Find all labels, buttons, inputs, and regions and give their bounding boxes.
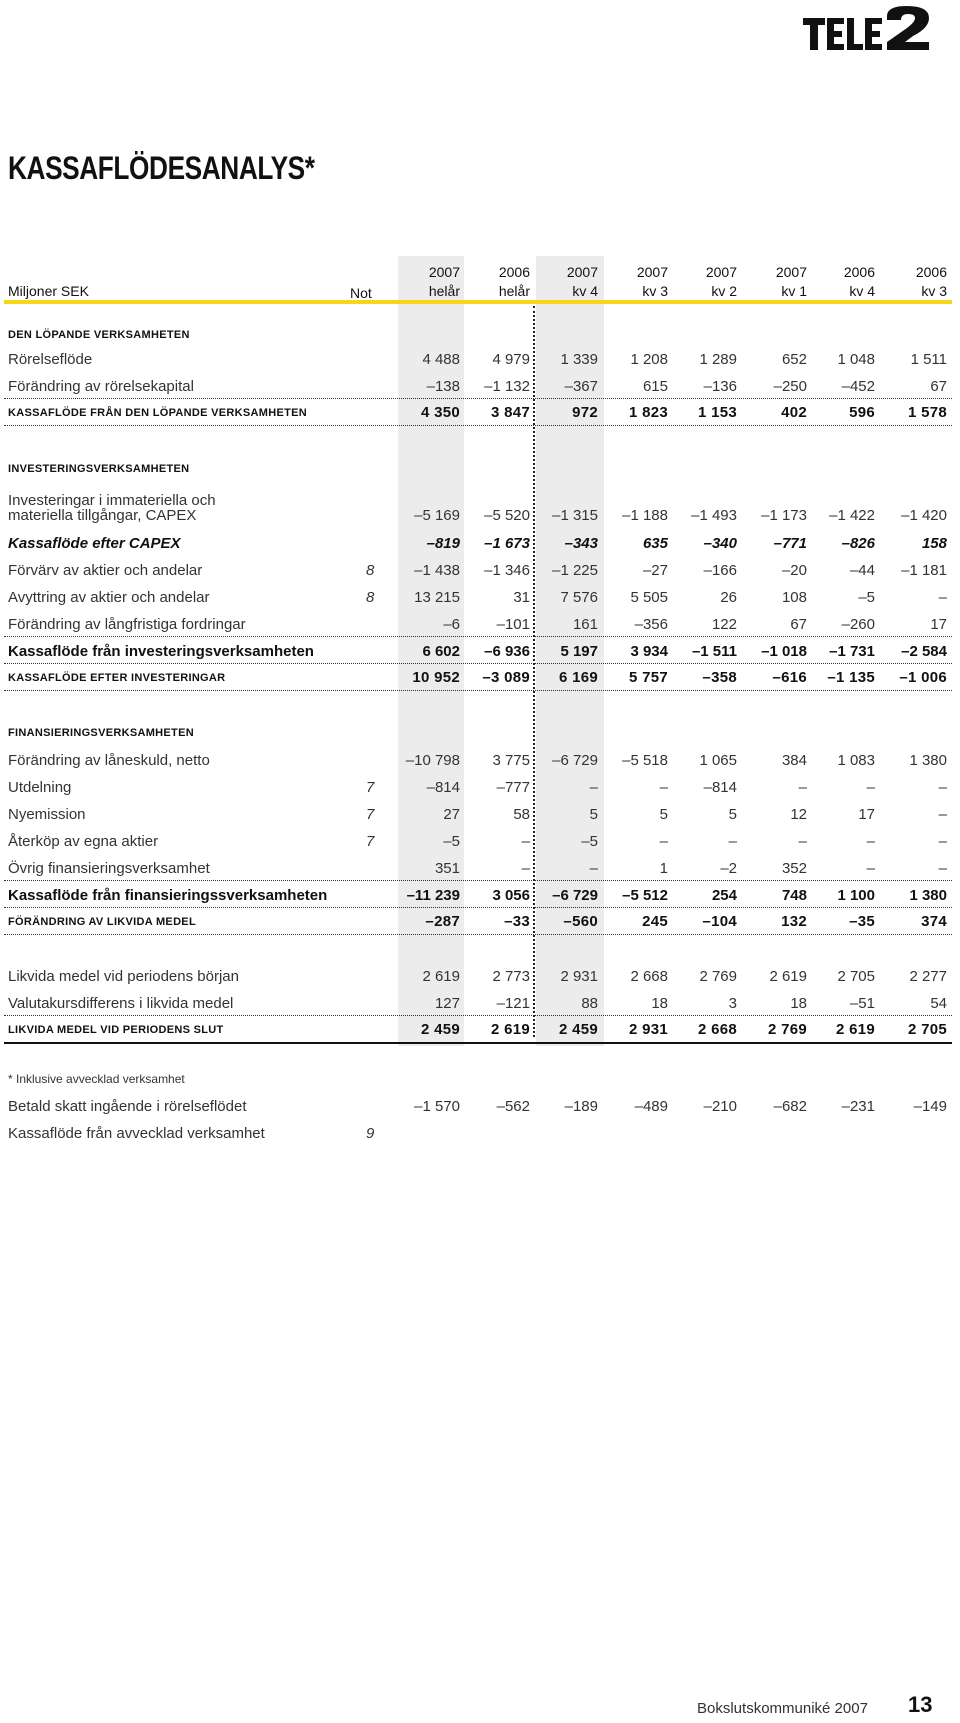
row-note: 8 [366, 562, 375, 579]
cell-value: –260 [841, 616, 875, 633]
table-row [0, 1098, 960, 1120]
cell-value: –826 [841, 535, 875, 552]
table-row [0, 752, 960, 774]
cell-value: 245 [642, 913, 668, 930]
footer-text: Bokslutskommuniké 2007 [697, 1700, 868, 1717]
row-label: Övrig finansieringsverksamhet [8, 860, 210, 877]
cell-value: –814 [426, 779, 460, 796]
row-underline [4, 425, 952, 426]
row-underline [4, 690, 952, 691]
cell-value: 596 [849, 404, 875, 421]
cell-value: 5 197 [560, 643, 598, 660]
cell-value: 2 459 [420, 1021, 460, 1038]
cell-value: 1 153 [697, 404, 737, 421]
cell-value: –1 438 [414, 562, 460, 579]
table-row [0, 1125, 960, 1147]
row-label: Återköp av egna aktier [8, 833, 159, 850]
cell-value: 3 056 [492, 887, 530, 904]
cell-value: –5 520 [484, 507, 530, 524]
column-header [677, 263, 737, 301]
row-label: KASSAFLÖDE FRÅN DEN LÖPANDE VERKSAMHETEN [8, 407, 308, 419]
cell-value: –5 [581, 833, 598, 850]
cell-value: 17 [930, 616, 947, 633]
cell-value: 2 931 [628, 1021, 668, 1038]
row-underline [4, 907, 952, 908]
cell-value: 635 [642, 535, 668, 552]
cell-value: –1 188 [622, 507, 668, 524]
cell-value: – [521, 833, 530, 850]
table-row [0, 351, 960, 373]
cell-value: –231 [841, 1098, 875, 1115]
row-label: Kassaflöde från finansieringssverksamheten [8, 887, 328, 904]
cell-value: –1 420 [901, 507, 947, 524]
cell-value: 10 952 [412, 669, 460, 686]
row-label: Investeringar i immateriella och [8, 492, 216, 509]
cell-value: 31 [513, 589, 530, 606]
cell-value: –1 346 [484, 562, 530, 579]
cell-value: 3 775 [492, 752, 530, 769]
column-year: 2007 [636, 264, 668, 280]
cell-value: –51 [849, 995, 875, 1012]
cell-value: 615 [642, 378, 668, 395]
row-label: * Inklusive avvecklad verksamhet [8, 1072, 185, 1086]
cell-value: – [728, 833, 737, 850]
cell-value: 132 [781, 913, 807, 930]
cell-value: –6 729 [552, 752, 598, 769]
table-row [0, 833, 960, 855]
cell-value: 2 705 [907, 1021, 947, 1038]
cell-value: 161 [572, 616, 598, 633]
cell-value: –166 [703, 562, 737, 579]
cell-value: –250 [773, 378, 807, 395]
cell-value: 4 488 [422, 351, 460, 368]
cell-value: –6 936 [484, 643, 530, 660]
cell-value: –5 [443, 833, 460, 850]
cell-value: –138 [426, 378, 460, 395]
cell-value: 6 602 [422, 643, 460, 660]
column-header [747, 263, 807, 301]
cell-value: 18 [790, 995, 807, 1012]
cell-value: –5 518 [622, 752, 668, 769]
cell-value: 3 847 [490, 404, 530, 421]
cell-value: 2 668 [697, 1021, 737, 1038]
row-note: 7 [366, 779, 375, 796]
table-row [0, 562, 960, 584]
row-underline [4, 880, 952, 881]
cell-value: –340 [703, 535, 737, 552]
cell-value: 2 619 [422, 968, 460, 985]
column-year: 2007 [705, 264, 737, 280]
page-title: KASSAFLÖDESANALYS* [8, 150, 315, 186]
row-note: 8 [366, 589, 375, 606]
cell-value: –452 [841, 378, 875, 395]
cell-value: – [938, 833, 947, 850]
table-row [0, 643, 960, 665]
cell-value: –11 239 [406, 887, 460, 904]
cell-value: –6 [443, 616, 460, 633]
row-note: 9 [366, 1125, 375, 1142]
cell-value: –20 [781, 562, 807, 579]
cell-value: 1 100 [837, 887, 875, 904]
cell-value: –27 [642, 562, 668, 579]
row-underline [4, 663, 952, 664]
cell-value: –1 315 [552, 507, 598, 524]
column-year: 2007 [566, 264, 598, 280]
row-label: Kassaflöde efter CAPEX [8, 535, 181, 552]
cell-value: – [589, 779, 598, 796]
cell-value: 1 208 [630, 351, 668, 368]
column-header [815, 263, 875, 301]
cell-value: 384 [781, 752, 807, 769]
cell-value: 58 [513, 806, 530, 823]
column-year: 2006 [498, 264, 530, 280]
cell-value: – [866, 833, 875, 850]
page-number: 13 [908, 1692, 933, 1717]
row-label: Förändring av rörelsekapital [8, 378, 194, 395]
cell-value: 1 048 [837, 351, 875, 368]
table-row [0, 968, 960, 990]
cell-value: 5 [659, 806, 668, 823]
tele2-logo [803, 4, 933, 52]
column-header [608, 263, 668, 301]
cell-value: –35 [849, 913, 875, 930]
cell-value: –1 570 [414, 1098, 460, 1115]
row-label: Rörelseflöde [8, 351, 93, 368]
table-row [0, 507, 960, 529]
cell-value: 2 459 [558, 1021, 598, 1038]
row-note: 7 [366, 806, 375, 823]
row-note: 7 [366, 833, 375, 850]
cell-value: 67 [930, 378, 947, 395]
cell-value: – [938, 860, 947, 877]
cell-value: –101 [496, 616, 530, 633]
cell-value: 2 705 [837, 968, 875, 985]
cell-value: – [521, 860, 530, 877]
table-row [0, 1072, 960, 1094]
cell-value: –367 [564, 378, 598, 395]
cell-value: 2 668 [630, 968, 668, 985]
cell-value: –3 089 [482, 669, 530, 686]
column-period: kv 2 [711, 283, 737, 299]
row-label: Utdelning [8, 779, 72, 796]
column-year: 2006 [843, 264, 875, 280]
cell-value: 17 [858, 806, 875, 823]
cell-value: 67 [790, 616, 807, 633]
cell-value: –1 493 [691, 507, 737, 524]
cell-value: –1 173 [761, 507, 807, 524]
table-row [0, 329, 960, 351]
table-row [0, 463, 960, 485]
cell-value: – [659, 833, 668, 850]
cell-value: 3 [728, 995, 737, 1012]
row-underline [4, 636, 952, 637]
cell-value: 54 [930, 995, 947, 1012]
cell-value: 1 823 [628, 404, 668, 421]
column-year: 2006 [915, 264, 947, 280]
column-year: 2007 [775, 264, 807, 280]
table-row [0, 779, 960, 801]
row-label: KASSAFLÖDE EFTER INVESTERINGAR [8, 672, 226, 684]
table-row [0, 995, 960, 1017]
cell-value: 1 289 [699, 351, 737, 368]
cell-value: –5 169 [414, 507, 460, 524]
row-label: Nyemission [8, 806, 86, 823]
cell-value: 1 511 [910, 351, 947, 368]
column-period: kv 3 [921, 283, 947, 299]
table-row [0, 616, 960, 638]
column-period: kv 1 [781, 283, 807, 299]
cell-value: 26 [720, 589, 737, 606]
cell-value: 2 931 [560, 968, 598, 985]
header-note: Not [350, 285, 372, 301]
cell-value: –1 181 [901, 562, 947, 579]
cell-value: –1 422 [829, 507, 875, 524]
row-label: Likvida medel vid periodens början [8, 968, 239, 985]
cell-value: –10 798 [405, 752, 460, 769]
column-period: helår [428, 283, 460, 299]
cell-value: – [866, 779, 875, 796]
cell-value: –777 [496, 779, 530, 796]
cell-value: 2 619 [835, 1021, 875, 1038]
row-label: Valutakursdifferens i likvida medel [8, 995, 234, 1012]
cell-value: 27 [443, 806, 460, 823]
cell-value: 2 277 [909, 968, 947, 985]
cell-value: –489 [634, 1098, 668, 1115]
column-header [470, 263, 530, 301]
row-label: Betald skatt ingående i rörelseflödet [8, 1098, 247, 1115]
row-label: Förvärv av aktier och andelar [8, 562, 203, 579]
cell-value: 351 [434, 860, 460, 877]
cell-value: –5 512 [622, 887, 668, 904]
cell-value: 374 [921, 913, 947, 930]
cell-value: 4 350 [420, 404, 460, 421]
cell-value: 748 [781, 887, 807, 904]
row-underline [4, 1015, 952, 1016]
cell-value: –1 731 [829, 643, 875, 660]
table-row [0, 589, 960, 611]
table-row [0, 860, 960, 882]
cell-value: –358 [702, 669, 737, 686]
cell-value: – [938, 779, 947, 796]
cell-value: –1 135 [827, 669, 875, 686]
cell-value: – [938, 589, 947, 606]
column-header [887, 263, 947, 301]
column-header [400, 263, 460, 301]
cell-value: –210 [703, 1098, 737, 1115]
cell-value: –771 [773, 535, 807, 552]
cell-value: –1 018 [761, 643, 807, 660]
table-row [0, 535, 960, 557]
cell-value: 352 [781, 860, 807, 877]
cell-value: – [659, 779, 668, 796]
cell-value: 5 757 [628, 669, 668, 686]
header-label: Miljoner SEK [8, 283, 89, 299]
cell-value: –616 [772, 669, 807, 686]
row-label: LIKVIDA MEDEL VID PERIODENS SLUT [8, 1024, 224, 1036]
row-underline [4, 934, 952, 935]
row-label: Kassaflöde från investeringsverksamheten [8, 643, 314, 660]
cell-value: –2 [720, 860, 737, 877]
cell-value: 5 [728, 806, 737, 823]
cell-value: 127 [434, 995, 460, 1012]
cell-value: 1 380 [909, 752, 947, 769]
cell-value: –560 [563, 913, 598, 930]
column-header [538, 263, 598, 301]
cell-value: 12 [790, 806, 807, 823]
column-period: kv 4 [849, 283, 875, 299]
cell-value: –44 [849, 562, 875, 579]
cell-value: –149 [913, 1098, 947, 1115]
cell-value: 2 769 [699, 968, 737, 985]
column-period: kv 4 [572, 283, 598, 299]
cell-value: –33 [504, 913, 530, 930]
cell-value: 2 619 [769, 968, 807, 985]
row-underline [4, 398, 952, 399]
cell-value: –819 [426, 535, 460, 552]
cell-value: – [798, 779, 807, 796]
cell-value: 1 065 [699, 752, 737, 769]
cell-value: 2 769 [767, 1021, 807, 1038]
cell-value: 5 [589, 806, 598, 823]
cell-value: –1 132 [484, 378, 530, 395]
cell-value: –136 [703, 378, 737, 395]
cell-value: –121 [496, 995, 530, 1012]
cell-value: –1 673 [484, 535, 530, 552]
cell-value: 652 [781, 351, 807, 368]
cell-value: – [589, 860, 598, 877]
cell-value: 158 [921, 535, 947, 552]
table-row [0, 806, 960, 828]
row-label: INVESTERINGSVERKSAMHETEN [8, 463, 190, 475]
cell-value: 1 578 [907, 404, 947, 421]
cell-value: 4 979 [492, 351, 530, 368]
cell-value: 402 [781, 404, 807, 421]
cell-value: 108 [781, 589, 807, 606]
cell-value: 18 [651, 995, 668, 1012]
cell-value: 88 [581, 995, 598, 1012]
cell-value: –287 [425, 913, 460, 930]
cell-value: 254 [711, 887, 737, 904]
cell-value: –1 006 [899, 669, 947, 686]
row-label: materiella tillgångar, CAPEX [8, 507, 197, 524]
cell-value: 1 083 [837, 752, 875, 769]
table-row [0, 887, 960, 909]
cell-value: –6 729 [552, 887, 598, 904]
cell-value: 1 380 [909, 887, 947, 904]
cell-value: – [798, 833, 807, 850]
cell-value: 972 [572, 404, 598, 421]
table-row [0, 727, 960, 749]
cell-value: 7 576 [560, 589, 598, 606]
cell-value: –104 [702, 913, 737, 930]
cell-value: – [866, 860, 875, 877]
row-label: Kassaflöde från avvecklad verksamhet [8, 1125, 265, 1142]
cell-value: –189 [564, 1098, 598, 1115]
cell-value: 13 215 [414, 589, 460, 606]
cell-value: 2 773 [492, 968, 530, 985]
cell-value: – [938, 806, 947, 823]
row-label: Förändring av låneskuld, netto [8, 752, 210, 769]
cell-value: –5 [858, 589, 875, 606]
cell-value: –562 [496, 1098, 530, 1115]
cell-value: –814 [703, 779, 737, 796]
column-period: helår [498, 283, 530, 299]
row-label: Förändring av långfristiga fordringar [8, 616, 246, 633]
cell-value: 1 [659, 860, 668, 877]
cell-value: 6 169 [558, 669, 598, 686]
cell-value: –1 225 [552, 562, 598, 579]
cell-value: –356 [634, 616, 668, 633]
cell-value: 3 934 [630, 643, 668, 660]
cell-value: –343 [564, 535, 598, 552]
cell-value: –682 [773, 1098, 807, 1115]
row-underline [4, 1042, 952, 1044]
cell-value: 122 [711, 616, 737, 633]
column-period: kv 3 [642, 283, 668, 299]
row-label: FINANSIERINGSVERKSAMHETEN [8, 727, 194, 739]
table-row [0, 378, 960, 400]
row-label: DEN LÖPANDE VERKSAMHETEN [8, 329, 190, 341]
cell-value: 2 619 [490, 1021, 530, 1038]
row-label: Avyttring av aktier och andelar [8, 589, 210, 606]
cell-value: 1 339 [560, 351, 598, 368]
cell-value: –2 584 [901, 643, 947, 660]
row-label: FÖRÄNDRING AV LIKVIDA MEDEL [8, 916, 196, 928]
cell-value: 5 505 [630, 589, 668, 606]
column-year: 2007 [428, 264, 460, 280]
cell-value: –1 511 [691, 643, 737, 660]
